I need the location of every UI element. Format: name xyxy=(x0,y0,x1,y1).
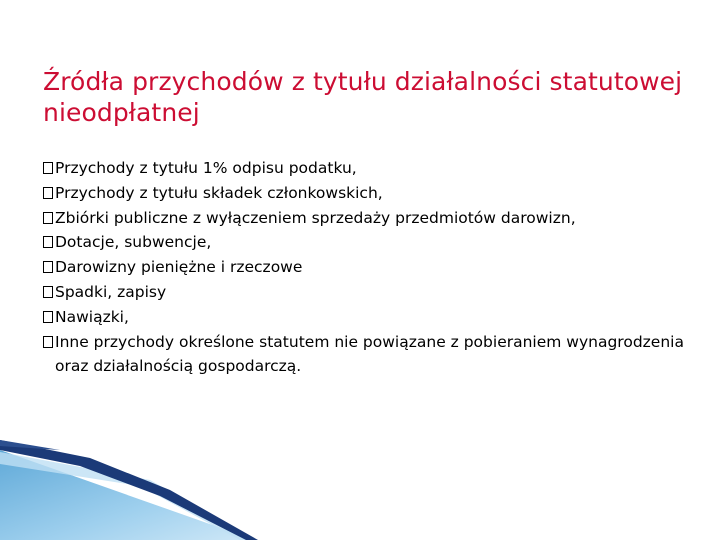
square-bullet-icon xyxy=(43,162,53,174)
list-item-text: Dotacje, subwencje, xyxy=(55,233,212,252)
list-item xyxy=(43,156,703,181)
list-item-text: Nawiązki, xyxy=(55,307,129,326)
list-item-text: Spadki, zapisy xyxy=(55,282,167,301)
slide-title: Źródła przychodów z tytułu działalności statutowej nieodpłatnej xyxy=(43,67,683,127)
bullet-list xyxy=(43,156,703,379)
square-bullet-icon xyxy=(43,261,53,273)
list-item xyxy=(43,181,703,206)
list-item xyxy=(43,230,703,255)
decorative-swoosh xyxy=(0,440,260,540)
square-bullet-icon xyxy=(43,212,53,224)
list-item-text: Zbiórki publiczne z wyłączeniem sprzedaży przedmiotów darowizn, xyxy=(55,208,576,227)
square-bullet-icon xyxy=(43,311,53,323)
square-bullet-icon xyxy=(43,286,53,298)
list-item xyxy=(43,255,703,280)
list-item xyxy=(43,206,703,231)
square-bullet-icon xyxy=(43,336,53,348)
list-item-text: Darowizny pieniężne i rzeczowe xyxy=(55,258,303,277)
list-item xyxy=(43,330,703,380)
list-item xyxy=(43,305,703,330)
list-item-text: Inne przychody określone statutem nie powiązane z pobieraniem wynagrodzenia oraz działalnością gospodarczą. xyxy=(55,332,684,376)
list-item xyxy=(43,280,703,305)
list-item-text: Przychody z tytułu 1% odpisu podatku, xyxy=(55,159,357,177)
list-item-text: Przychody z tytułu składek członkowskich, xyxy=(55,183,383,202)
square-bullet-icon xyxy=(43,187,53,199)
square-bullet-icon xyxy=(43,236,53,248)
